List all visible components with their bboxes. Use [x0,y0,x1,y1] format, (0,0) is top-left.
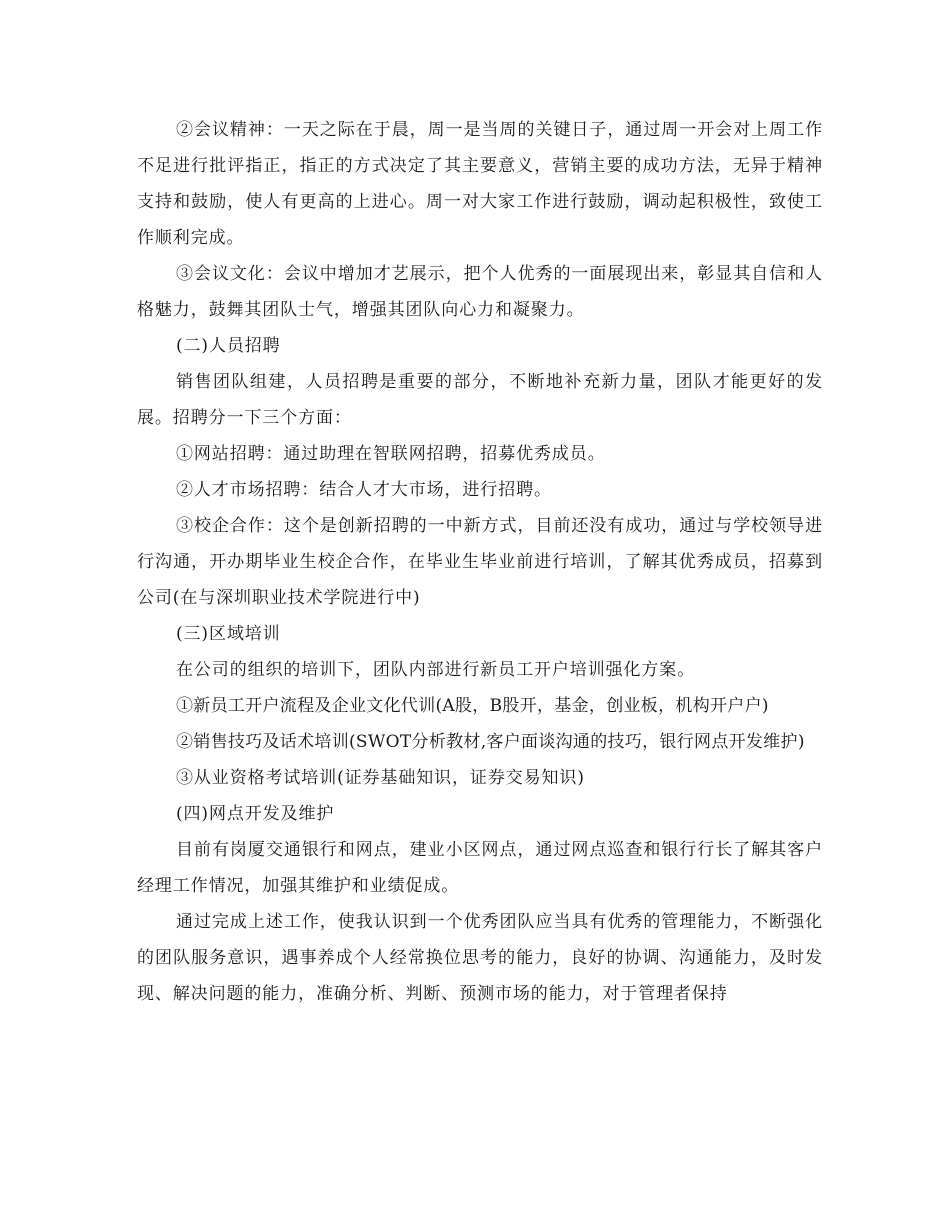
paragraph-conclusion: 通过完成上述工作，使我认识到一个优秀团队应当具有优秀的管理能力，不断强化的团队服务意识，遇事养成个人经常换位思考的能力，良好的协调、沟通能力，及时发现、解决问题的能力，准确分析、判断、预测市场的能力，对于管理者保持 [137,912,823,1004]
paragraph-meeting-spirit: ②会议精神：一天之际在于晨，周一是当周的关键日子，通过周一开会对上周工作不足进行批评指正，指正的方式决定了其主要意义，营销主要的成功方法，无异于精神支持和鼓励，使人有更高的上进心。周一对大家工作进行鼓励，调动起积极性，致使工作顺利完成。 [137,120,823,248]
section-heading-recruitment: (二)人员招聘 [176,336,281,356]
paragraph-recruitment-intro: 销售团队组建，人员招聘是重要的部分，不断地补充新力量，团队才能更好的发展。招聘分一下三个方面： [137,372,823,428]
section-heading-training: (三)区域培训 [176,624,281,644]
list-item-talent-market: ②人才市场招聘：结合人才大市场，进行招聘。 [176,480,552,500]
list-item-account-training: ①新员工开户流程及企业文化代训(A股，B股开，基金，创业板，机构开户户) [176,696,769,716]
paragraph-branch-development: 目前有岗厦交通银行和网点，建业小区网点，通过网点巡查和银行行长了解其客户经理工作情况，加强其维护和业绩促成。 [137,840,823,896]
document-body [137,112,823,1012]
list-item-school-cooperation: ③校企合作：这个是创新招聘的一中新方式，目前还没有成功，通过与学校领导进行沟通，开办期毕业生校企合作，在毕业生毕业前进行培训，了解其优秀成员，招募到公司(在与深圳职业技术学院进行中) [137,516,823,608]
paragraph-meeting-culture: ③会议文化：会议中增加才艺展示，把个人优秀的一面展现出来，彰显其自信和人格魅力，鼓舞其团队士气，增强其团队向心力和凝聚力。 [137,264,823,320]
list-item-sales-training: ②销售技巧及话术培训(SWOT分析教材,客户面谈沟通的技巧，银行网点开发维护) [176,732,805,752]
paragraph-training-intro: 在公司的组织的培训下，团队内部进行新员工开户培训强化方案。 [176,660,696,680]
list-item-website-recruitment: ①网站招聘：通过助理在智联网招聘，招募优秀成员。 [176,444,606,464]
list-item-qualification-training: ③从业资格考试培训(证券基础知识，证券交易知识) [176,768,585,788]
section-heading-branch-development: (四)网点开发及维护 [176,804,335,824]
